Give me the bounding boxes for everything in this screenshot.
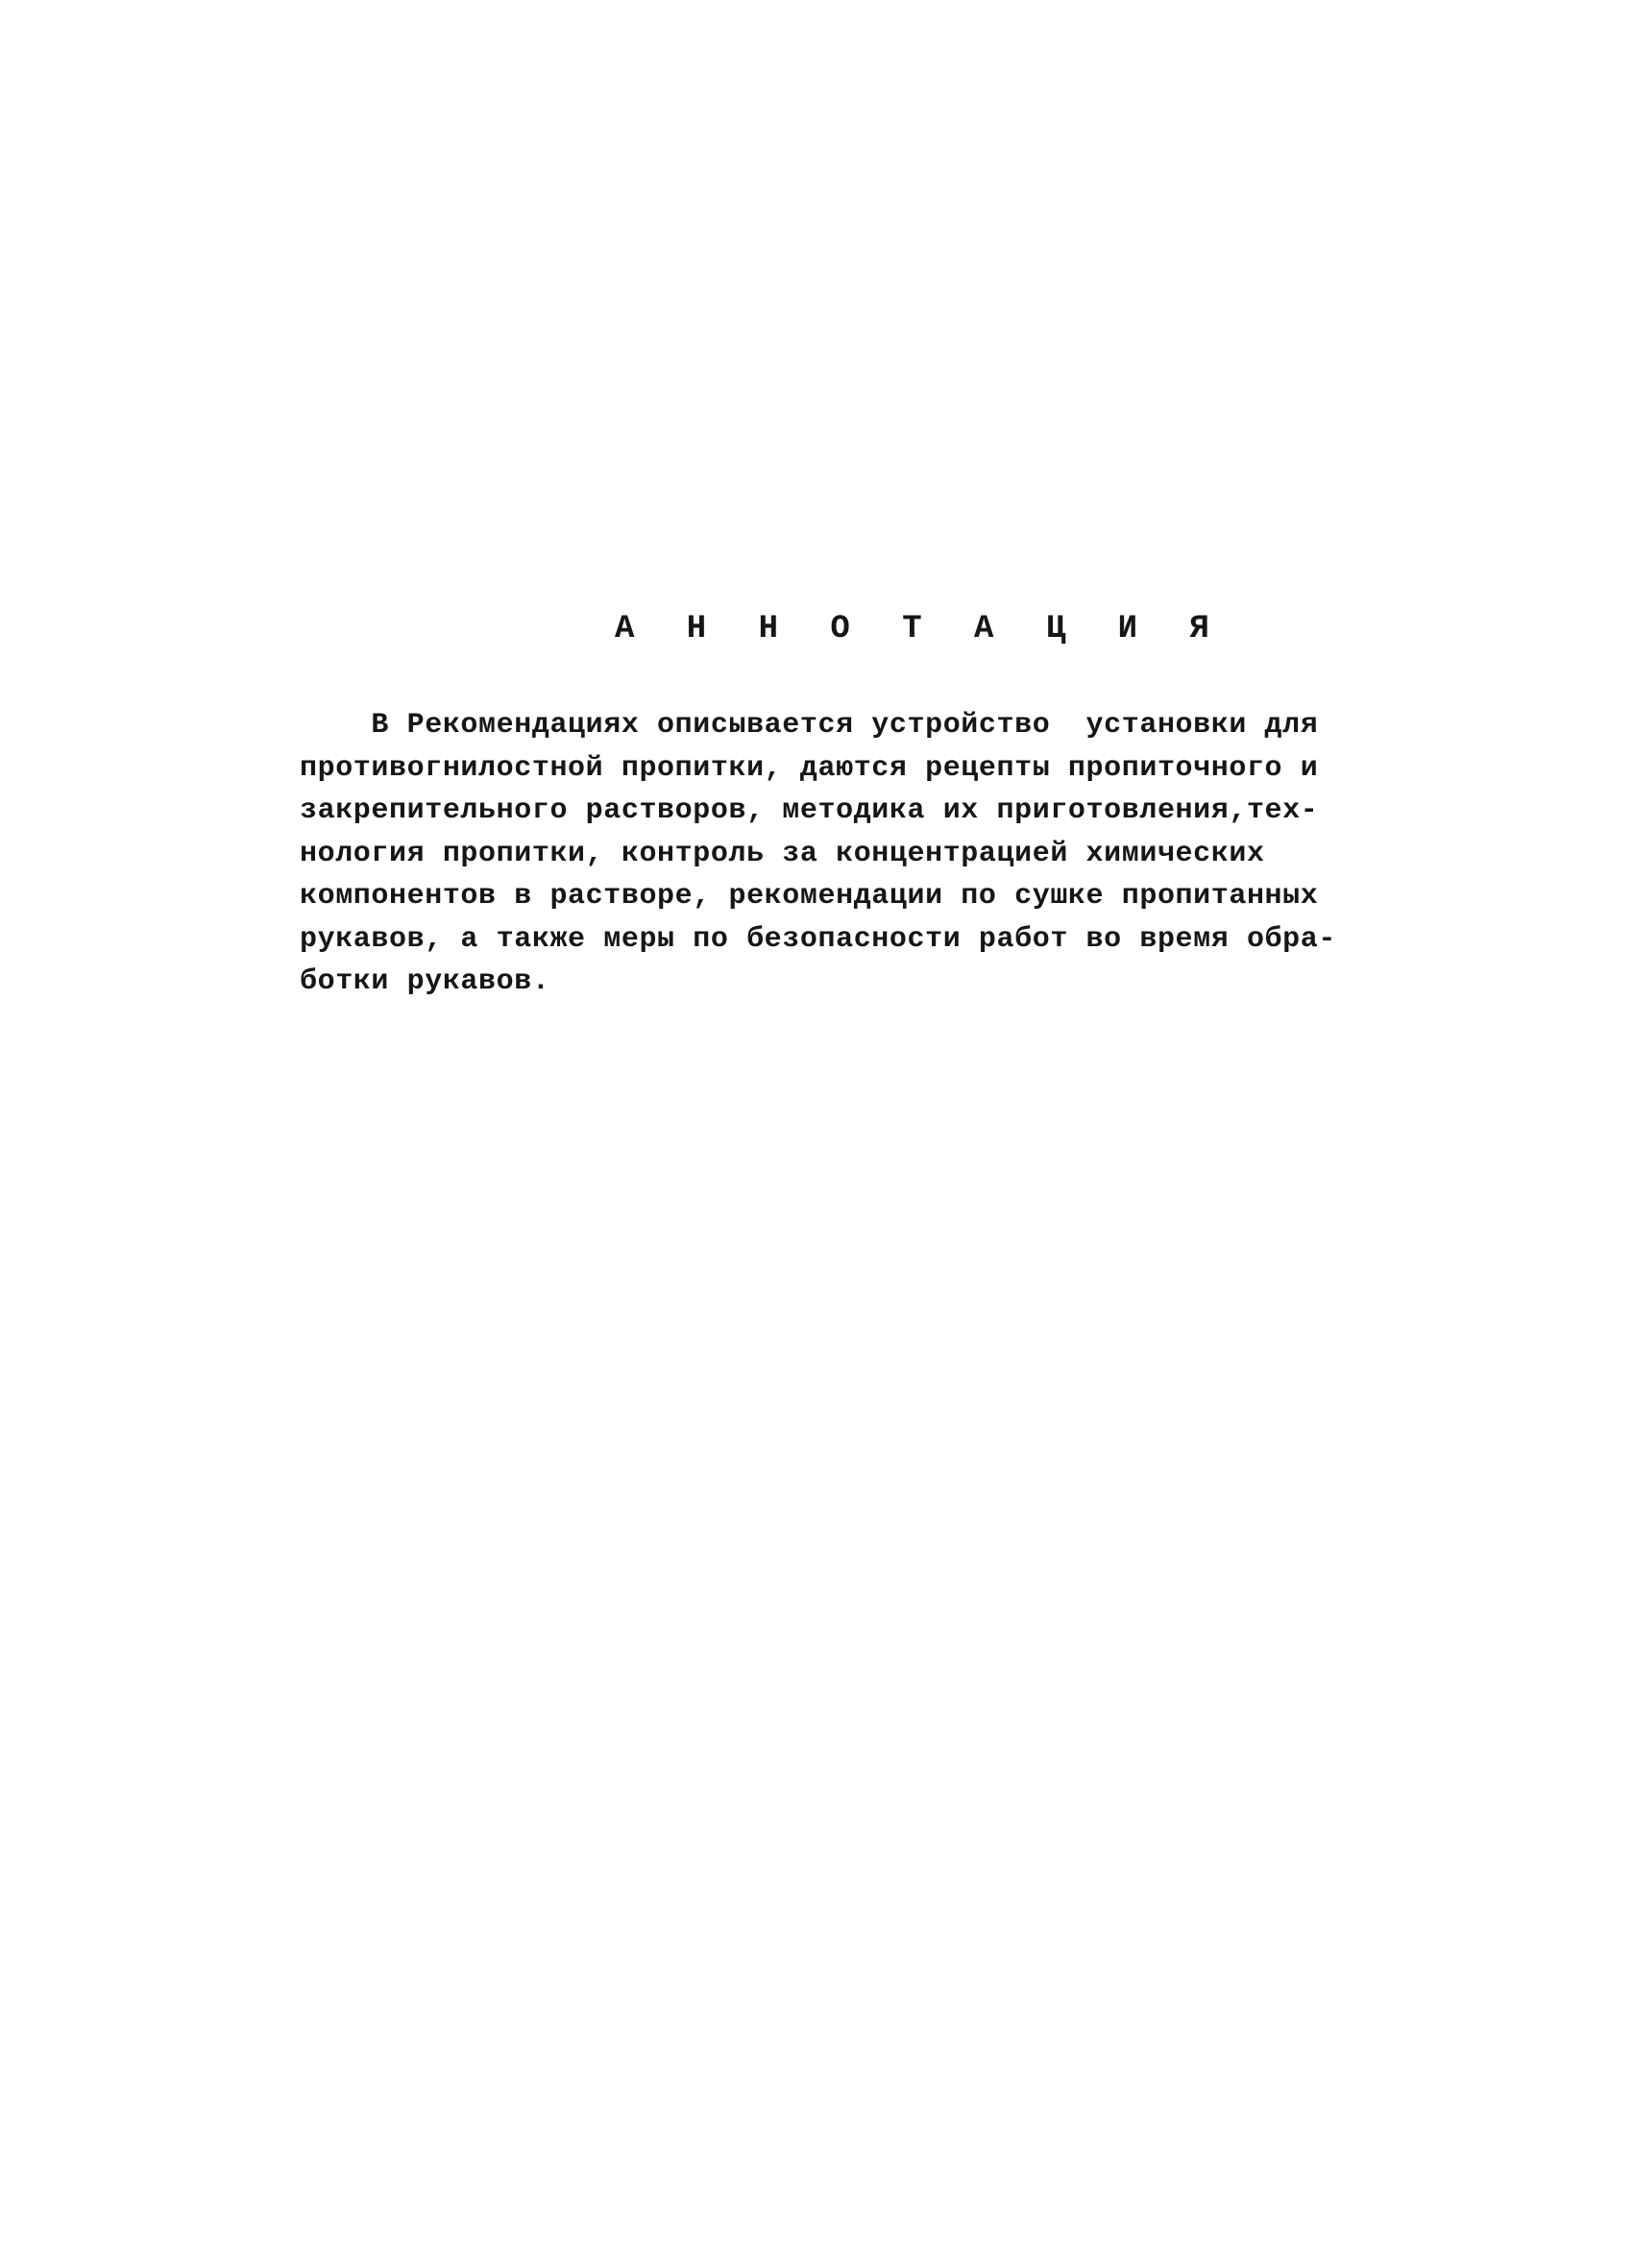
annotation-paragraph — [300, 704, 1337, 1004]
annotation-title: А Н Н О Т А Ц И Я — [615, 611, 1226, 647]
paragraph-line: В Рекомендациях описывается устройство установки для — [300, 709, 1319, 742]
paragraph-line: ботки рукавов. — [300, 965, 550, 998]
paragraph-line: компонентов в растворе, рекомендации по сушке пропитанных — [300, 880, 1319, 913]
paragraph-line: противогнилостной пропитки, даются рецепты пропиточного и — [300, 751, 1319, 785]
paragraph-line: нология пропитки, контроль за концентрацией химических — [300, 837, 1265, 870]
paragraph-line: закрепительного растворов, методика их приготовления,тех- — [300, 794, 1319, 827]
paragraph-line: рукавов, а также меры по безопасности работ во время обра- — [300, 922, 1336, 956]
